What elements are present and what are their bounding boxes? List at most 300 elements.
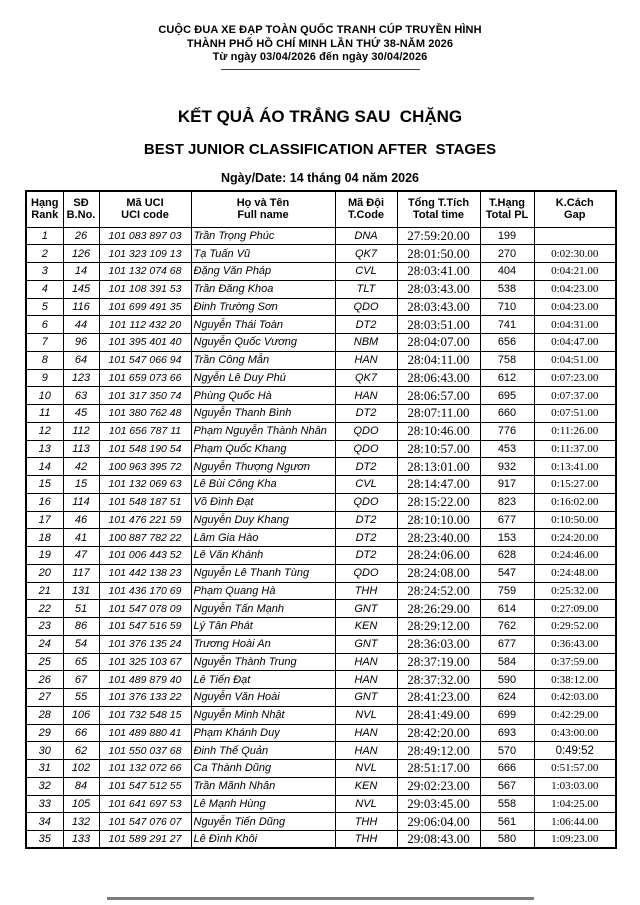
cell-pl: 710 — [480, 298, 534, 316]
column-header-rank-vi: Hạng — [31, 196, 59, 209]
cell-name: Nguyễn Quốc Vương — [191, 334, 335, 352]
cell-gap: 1:09:23.00 — [534, 831, 616, 849]
cell-time: 27:59:20.00 — [397, 227, 480, 245]
cell-team: DT2 — [335, 316, 397, 334]
cell-rank: 6 — [26, 316, 63, 334]
cell-time: 28:15:22.00 — [397, 493, 480, 511]
cell-bno: 26 — [63, 227, 99, 245]
cell-name: Lê Đình Khôi — [191, 831, 335, 849]
cell-time: 28:51:17.00 — [397, 760, 480, 778]
cell-gap: 0:42:29.00 — [534, 706, 616, 724]
cell-time: 29:08:43.00 — [397, 831, 480, 849]
cell-pl: 776 — [480, 422, 534, 440]
cell-time: 28:37:19.00 — [397, 653, 480, 671]
table-row — [26, 547, 616, 565]
cell-uci: 101 732 548 15 — [99, 706, 191, 724]
cell-gap: 0:25:32.00 — [534, 582, 616, 600]
cell-gap — [534, 227, 616, 245]
table-row — [26, 529, 616, 547]
cell-name: Nguyễn Văn Hoài — [191, 689, 335, 707]
cell-gap: 0:43:00.00 — [534, 724, 616, 742]
cell-bno: 54 — [63, 635, 99, 653]
cell-team: NBM — [335, 334, 397, 352]
cell-pl: 677 — [480, 635, 534, 653]
cell-uci: 101 442 138 23 — [99, 564, 191, 582]
cell-time: 29:02:23.00 — [397, 777, 480, 795]
column-header-gap — [534, 191, 616, 227]
cell-team: CVL — [335, 263, 397, 281]
title-english: BEST JUNIOR CLASSIFICATION AFTER STAGES — [143, 141, 497, 158]
cell-gap: 0:24:20.00 — [534, 529, 616, 547]
table-row — [26, 689, 616, 707]
column-header-time-en: Total time — [412, 209, 465, 222]
cell-rank: 30 — [26, 742, 63, 760]
cell-team: GNT — [335, 689, 397, 707]
cell-pl: 677 — [480, 511, 534, 529]
cell-time: 28:03:41.00 — [397, 263, 480, 281]
cell-name: Nguyễn Duy Khang — [191, 511, 335, 529]
cell-uci: 101 548 187 51 — [99, 493, 191, 511]
cell-gap: 0:07:23.00 — [534, 369, 616, 387]
cell-name: Trương Hoài An — [191, 635, 335, 653]
cell-rank: 33 — [26, 795, 63, 813]
cell-bno: 41 — [63, 529, 99, 547]
cell-team: DT2 — [335, 511, 397, 529]
cell-time: 28:42:20.00 — [397, 724, 480, 742]
cell-pl: 153 — [480, 529, 534, 547]
cell-uci: 101 325 103 67 — [99, 653, 191, 671]
table-row — [26, 405, 616, 423]
column-header-uci-vi: Mã UCI — [126, 196, 164, 209]
cell-gap: 1:06:44.00 — [534, 813, 616, 831]
cell-rank: 2 — [26, 245, 63, 263]
cell-uci: 101 006 443 52 — [99, 547, 191, 565]
cell-uci: 101 132 072 66 — [99, 760, 191, 778]
table-row — [26, 831, 616, 849]
table-row — [26, 582, 616, 600]
cell-bno: 66 — [63, 724, 99, 742]
cell-uci: 101 589 291 27 — [99, 831, 191, 849]
column-header-pl-vi: T.Hạng — [488, 196, 526, 209]
cell-team: HAN — [335, 653, 397, 671]
column-header-rank — [26, 191, 63, 227]
table-row — [26, 724, 616, 742]
cell-bno: 63 — [63, 387, 99, 405]
column-header-name-vi: Họ và Tên — [236, 196, 290, 209]
table-row — [26, 493, 616, 511]
column-header-rank-en: Rank — [31, 209, 59, 222]
cell-rank: 23 — [26, 618, 63, 636]
cell-name: Võ Đình Đạt — [191, 493, 335, 511]
cell-name: Nguyễn Lê Thanh Tùng — [191, 564, 335, 582]
cell-gap: 0:13:41.00 — [534, 458, 616, 476]
cell-uci: 101 132 074 68 — [99, 263, 191, 281]
cell-uci: 101 380 762 48 — [99, 405, 191, 423]
cell-rank: 13 — [26, 440, 63, 458]
cell-bno: 126 — [63, 245, 99, 263]
table-row — [26, 635, 616, 653]
cell-pl: 762 — [480, 618, 534, 636]
cell-rank: 31 — [26, 760, 63, 778]
column-header-gap-vi: K.Cách — [555, 196, 594, 209]
cell-name: Trần Công Mẫn — [191, 351, 335, 369]
column-header-name-en: Full name — [237, 209, 289, 222]
column-header-bno — [63, 191, 99, 227]
cell-name: Lê Văn Khánh — [191, 547, 335, 565]
cell-rank: 16 — [26, 493, 63, 511]
cell-rank: 28 — [26, 706, 63, 724]
cell-team: NVL — [335, 760, 397, 778]
cell-time: 28:10:57.00 — [397, 440, 480, 458]
cell-uci: 101 659 073 66 — [99, 369, 191, 387]
cell-pl: 759 — [480, 582, 534, 600]
cell-uci: 101 641 697 53 — [99, 795, 191, 813]
cell-rank: 14 — [26, 458, 63, 476]
cell-name: Lý Tân Phát — [191, 618, 335, 636]
cell-rank: 11 — [26, 405, 63, 423]
cell-uci: 100 887 782 22 — [99, 529, 191, 547]
org-header-line3: Từ ngày 03/04/2026 đến ngày 30/04/2026 — [212, 51, 428, 63]
column-header-gap-en: Gap — [564, 209, 586, 222]
cell-name: Phạm Quốc Khang — [191, 440, 335, 458]
cell-team: CVL — [335, 476, 397, 494]
cell-gap: 0:04:31.00 — [534, 316, 616, 334]
cell-team: DT2 — [335, 458, 397, 476]
cell-pl: 567 — [480, 777, 534, 795]
column-header-pl-en: Total PL — [485, 209, 529, 222]
cell-time: 28:10:10.00 — [397, 511, 480, 529]
cell-gap: 0:11:37.00 — [534, 440, 616, 458]
table-row — [26, 280, 616, 298]
cell-team: NVL — [335, 795, 397, 813]
cell-gap: 0:37:59.00 — [534, 653, 616, 671]
title-vietnamese: KẾT QUẢ ÁO TRẮNG SAU CHẶNG — [177, 107, 463, 126]
cell-bno: 86 — [63, 618, 99, 636]
table-row — [26, 369, 616, 387]
cell-time: 28:03:51.00 — [397, 316, 480, 334]
cell-name: Phạm Nguyễn Thành Nhân — [191, 422, 335, 440]
cell-time: 28:13:01.00 — [397, 458, 480, 476]
cell-gap: 0:11:26.00 — [534, 422, 616, 440]
cell-time: 29:06:04.00 — [397, 813, 480, 831]
cell-time: 28:24:08.00 — [397, 564, 480, 582]
cell-time: 28:06:57.00 — [397, 387, 480, 405]
cell-team: DNA — [335, 227, 397, 245]
column-header-pl — [480, 191, 534, 227]
cell-uci: 101 108 391 53 — [99, 280, 191, 298]
table-row — [26, 564, 616, 582]
cell-rank: 24 — [26, 635, 63, 653]
cell-time: 28:14:47.00 — [397, 476, 480, 494]
cell-rank: 7 — [26, 334, 63, 352]
date-line: Ngày/Date: 14 tháng 04 năm 2026 — [221, 171, 419, 185]
cell-name: Lê Mạnh Hùng — [191, 795, 335, 813]
cell-pl: 614 — [480, 600, 534, 618]
cell-time: 28:06:43.00 — [397, 369, 480, 387]
cell-bno: 145 — [63, 280, 99, 298]
cell-bno: 133 — [63, 831, 99, 849]
cell-team: QDO — [335, 564, 397, 582]
cell-team: KEN — [335, 618, 397, 636]
column-header-uci-en: UCI code — [121, 209, 169, 222]
column-header-bno-en: B.No. — [66, 209, 96, 222]
cell-pl: 404 — [480, 263, 534, 281]
table-row — [26, 600, 616, 618]
cell-gap: 0:07:51.00 — [534, 405, 616, 423]
cell-bno: 84 — [63, 777, 99, 795]
cell-team: THH — [335, 831, 397, 849]
cell-rank: 17 — [26, 511, 63, 529]
cell-name: Nguyễn Tiến Dũng — [191, 813, 335, 831]
cell-pl: 453 — [480, 440, 534, 458]
cell-bno: 116 — [63, 298, 99, 316]
cell-name: Trần Mãnh Nhân — [191, 777, 335, 795]
table-row — [26, 227, 616, 245]
cell-team: HAN — [335, 724, 397, 742]
cell-gap: 0:38:12.00 — [534, 671, 616, 689]
cell-rank: 9 — [26, 369, 63, 387]
table-row — [26, 511, 616, 529]
cell-pl: 823 — [480, 493, 534, 511]
cell-bno: 42 — [63, 458, 99, 476]
cell-uci: 101 489 880 41 — [99, 724, 191, 742]
cell-pl: 660 — [480, 405, 534, 423]
cell-name: Ngyễn Lê Duy Phú — [191, 369, 335, 387]
footer-divider — [107, 897, 534, 900]
cell-bno: 113 — [63, 440, 99, 458]
column-header-bno-vi: SĐ — [73, 196, 89, 209]
cell-gap: 0:49:52 — [534, 742, 616, 760]
cell-name: Phạm Quang Hà — [191, 582, 335, 600]
cell-team: THH — [335, 813, 397, 831]
cell-team: TLT — [335, 280, 397, 298]
table-row — [26, 760, 616, 778]
cell-gap: 0:04:23.00 — [534, 280, 616, 298]
cell-bno: 62 — [63, 742, 99, 760]
table-row — [26, 653, 616, 671]
cell-bno: 51 — [63, 600, 99, 618]
cell-uci: 101 317 350 74 — [99, 387, 191, 405]
cell-bno: 67 — [63, 671, 99, 689]
cell-rank: 18 — [26, 529, 63, 547]
cell-bno: 64 — [63, 351, 99, 369]
cell-bno: 132 — [63, 813, 99, 831]
cell-team: HAN — [335, 671, 397, 689]
cell-team: QK7 — [335, 245, 397, 263]
cell-pl: 570 — [480, 742, 534, 760]
cell-rank: 10 — [26, 387, 63, 405]
cell-name: Đinh Thế Quản — [191, 742, 335, 760]
cell-uci: 101 376 133 22 — [99, 689, 191, 707]
cell-name: Trần Đăng Khoa — [191, 280, 335, 298]
table-row — [26, 618, 616, 636]
cell-team: GNT — [335, 635, 397, 653]
cell-time: 28:23:40.00 — [397, 529, 480, 547]
cell-team: KEN — [335, 777, 397, 795]
cell-pl: 612 — [480, 369, 534, 387]
cell-rank: 5 — [26, 298, 63, 316]
cell-pl: 699 — [480, 706, 534, 724]
cell-pl: 270 — [480, 245, 534, 263]
table-row — [26, 476, 616, 494]
cell-name: Nguyễn Thượng Ngươn — [191, 458, 335, 476]
cell-name: Nguyễn Thái Toàn — [191, 316, 335, 334]
cell-gap: 0:42:03.00 — [534, 689, 616, 707]
cell-gap: 0:04:21.00 — [534, 263, 616, 281]
cell-time: 28:01:50.00 — [397, 245, 480, 263]
cell-bno: 117 — [63, 564, 99, 582]
table-row — [26, 316, 616, 334]
column-header-uci — [99, 191, 191, 227]
cell-name: Phùng Quốc Hà — [191, 387, 335, 405]
cell-gap: 0:10:50.00 — [534, 511, 616, 529]
cell-name: Ca Thành Dũng — [191, 760, 335, 778]
cell-time: 28:36:03.00 — [397, 635, 480, 653]
cell-team: HAN — [335, 742, 397, 760]
cell-bno: 114 — [63, 493, 99, 511]
cell-uci: 101 547 076 07 — [99, 813, 191, 831]
cell-pl: 199 — [480, 227, 534, 245]
cell-pl: 758 — [480, 351, 534, 369]
cell-bno: 45 — [63, 405, 99, 423]
cell-uci: 101 656 787 11 — [99, 422, 191, 440]
cell-rank: 21 — [26, 582, 63, 600]
cell-time: 28:41:49.00 — [397, 706, 480, 724]
cell-bno: 55 — [63, 689, 99, 707]
cell-uci: 101 112 432 20 — [99, 316, 191, 334]
cell-time: 28:24:52.00 — [397, 582, 480, 600]
cell-pl: 693 — [480, 724, 534, 742]
cell-team: NVL — [335, 706, 397, 724]
cell-name: Nguyễn Tấn Mạnh — [191, 600, 335, 618]
cell-team: HAN — [335, 351, 397, 369]
cell-bno: 46 — [63, 511, 99, 529]
cell-gap: 0:27:09.00 — [534, 600, 616, 618]
cell-gap: 1:04:25.00 — [534, 795, 616, 813]
cell-time: 28:26:29.00 — [397, 600, 480, 618]
cell-uci: 101 550 037 68 — [99, 742, 191, 760]
cell-team: QDO — [335, 440, 397, 458]
table-row — [26, 334, 616, 352]
cell-time: 29:03:45.00 — [397, 795, 480, 813]
cell-gap: 0:04:47.00 — [534, 334, 616, 352]
column-header-team-vi: Mã Đội — [347, 196, 385, 209]
cell-rank: 29 — [26, 724, 63, 742]
cell-gap: 0:51:57.00 — [534, 760, 616, 778]
table-row — [26, 263, 616, 281]
results-table — [25, 190, 617, 849]
cell-uci: 101 547 066 94 — [99, 351, 191, 369]
cell-team: DT2 — [335, 529, 397, 547]
table-row — [26, 706, 616, 724]
table-row — [26, 813, 616, 831]
table-row — [26, 777, 616, 795]
cell-gap: 1:03:03.00 — [534, 777, 616, 795]
column-header-team-en: T.Code — [347, 209, 385, 222]
cell-rank: 25 — [26, 653, 63, 671]
cell-gap: 0:07:37.00 — [534, 387, 616, 405]
cell-name: Trần Trọng Phúc — [191, 227, 335, 245]
cell-pl: 580 — [480, 831, 534, 849]
cell-uci: 101 083 897 03 — [99, 227, 191, 245]
cell-rank: 8 — [26, 351, 63, 369]
cell-name: Lê Bùi Công Kha — [191, 476, 335, 494]
cell-uci: 101 547 078 09 — [99, 600, 191, 618]
cell-time: 28:03:43.00 — [397, 298, 480, 316]
cell-gap: 0:29:52.00 — [534, 618, 616, 636]
table-row — [26, 387, 616, 405]
cell-time: 28:37:32.00 — [397, 671, 480, 689]
cell-pl: 590 — [480, 671, 534, 689]
table-row — [26, 671, 616, 689]
cell-rank: 4 — [26, 280, 63, 298]
org-header — [0, 24, 640, 65]
cell-bno: 112 — [63, 422, 99, 440]
cell-name: Đinh Trường Sơn — [191, 298, 335, 316]
cell-rank: 34 — [26, 813, 63, 831]
cell-uci: 101 376 135 24 — [99, 635, 191, 653]
cell-name: Nguyễn Thanh Bình — [191, 405, 335, 423]
cell-pl: 558 — [480, 795, 534, 813]
cell-bno: 47 — [63, 547, 99, 565]
cell-name: Đặng Văn Pháp — [191, 263, 335, 281]
cell-team: QDO — [335, 422, 397, 440]
cell-time: 28:29:12.00 — [397, 618, 480, 636]
table-row — [26, 458, 616, 476]
cell-bno: 44 — [63, 316, 99, 334]
cell-time: 28:07:11.00 — [397, 405, 480, 423]
cell-rank: 22 — [26, 600, 63, 618]
cell-pl: 584 — [480, 653, 534, 671]
cell-bno: 14 — [63, 263, 99, 281]
cell-bno: 102 — [63, 760, 99, 778]
cell-rank: 12 — [26, 422, 63, 440]
cell-time: 28:41:23.00 — [397, 689, 480, 707]
cell-uci: 100 963 395 72 — [99, 458, 191, 476]
table-row — [26, 795, 616, 813]
cell-uci: 101 489 879 40 — [99, 671, 191, 689]
cell-team: QK7 — [335, 369, 397, 387]
cell-name: Nguyễn Minh Nhật — [191, 706, 335, 724]
cell-rank: 15 — [26, 476, 63, 494]
cell-team: DT2 — [335, 405, 397, 423]
table-row — [26, 351, 616, 369]
cell-rank: 3 — [26, 263, 63, 281]
table-row — [26, 245, 616, 263]
table-row — [26, 422, 616, 440]
cell-time: 28:10:46.00 — [397, 422, 480, 440]
cell-team: DT2 — [335, 547, 397, 565]
cell-team: THH — [335, 582, 397, 600]
cell-pl: 932 — [480, 458, 534, 476]
cell-rank: 20 — [26, 564, 63, 582]
cell-name: Lâm Gia Hào — [191, 529, 335, 547]
cell-team: QDO — [335, 298, 397, 316]
cell-gap: 0:36:43.00 — [534, 635, 616, 653]
cell-bno: 65 — [63, 653, 99, 671]
cell-uci: 101 132 069 63 — [99, 476, 191, 494]
cell-pl: 628 — [480, 547, 534, 565]
cell-uci: 101 436 170 69 — [99, 582, 191, 600]
cell-rank: 26 — [26, 671, 63, 689]
cell-time: 28:49:12.00 — [397, 742, 480, 760]
cell-uci: 101 547 516 59 — [99, 618, 191, 636]
cell-team: QDO — [335, 493, 397, 511]
table-row — [26, 742, 616, 760]
cell-team: GNT — [335, 600, 397, 618]
cell-time: 28:24:06.00 — [397, 547, 480, 565]
cell-rank: 19 — [26, 547, 63, 565]
